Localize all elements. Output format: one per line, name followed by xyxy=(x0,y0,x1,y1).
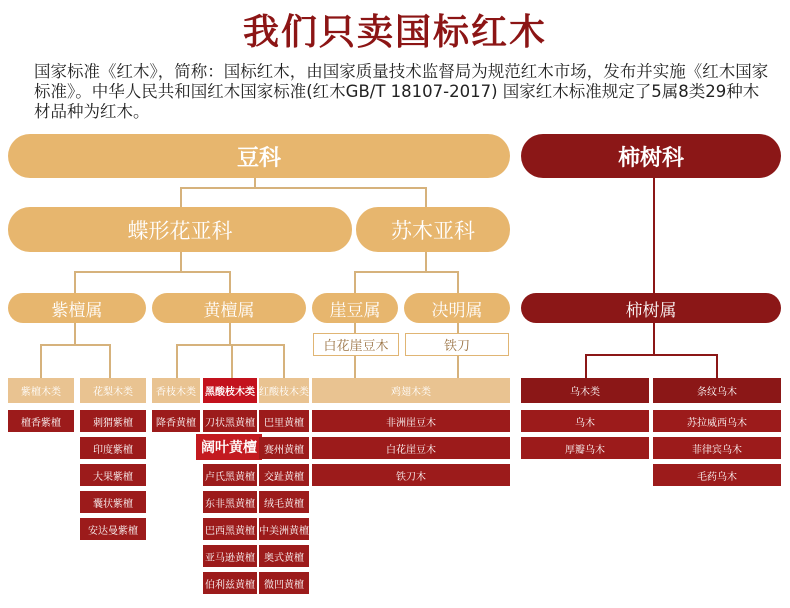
connector xyxy=(354,271,458,273)
species-item-highlight: 阔叶黄檀 xyxy=(196,434,262,460)
connector xyxy=(109,344,111,378)
species-item: 亚马逊黄檀 xyxy=(203,545,257,567)
connector xyxy=(716,354,718,378)
connector xyxy=(425,252,427,272)
connector xyxy=(457,356,459,378)
species-item: 苏拉威西乌木 xyxy=(653,410,781,432)
species-item: 囊状紫檀 xyxy=(80,491,146,513)
connector xyxy=(354,356,356,378)
species-item: 刀状黑黄檀 xyxy=(203,410,257,432)
species-item: 赛州黄檀 xyxy=(259,437,309,459)
species-item: 非洲崖豆木 xyxy=(312,410,510,432)
species-item: 白花崖豆木 xyxy=(312,437,510,459)
connector xyxy=(354,271,356,293)
species-item: 伯利兹黄檀 xyxy=(203,572,257,594)
connector xyxy=(180,252,182,272)
species-box-cassia: 铁刀 xyxy=(405,333,509,356)
connector xyxy=(180,187,182,207)
species-item: 印度紫檀 xyxy=(80,437,146,459)
species-item: 檀香紫檀 xyxy=(8,410,74,432)
species-item: 安达曼紫檀 xyxy=(80,518,146,540)
connector xyxy=(283,344,285,378)
species-item: 巴里黄檀 xyxy=(259,410,309,432)
connector xyxy=(74,323,76,345)
class-tiaowen: 条纹乌木 xyxy=(653,378,781,403)
genus-cassia: 决明属 xyxy=(404,293,510,323)
genus-dalbergia: 黄檀属 xyxy=(152,293,306,323)
species-item: 巴西黑黄檀 xyxy=(203,518,257,540)
species-item: 降香黄檀 xyxy=(152,410,200,432)
connector xyxy=(354,323,356,333)
connector xyxy=(40,344,110,346)
class-xiangzhi: 香枝木类 xyxy=(152,378,200,403)
family-ebony: 柿树科 xyxy=(521,134,781,178)
genus-diospyros: 柿树属 xyxy=(521,293,781,323)
class-hongsuanzhi: 红酸枝木类 xyxy=(259,378,309,403)
connector xyxy=(229,323,231,345)
subfamily-caesalpinioideae: 苏木亚科 xyxy=(356,207,510,252)
genus-millettia: 崖豆属 xyxy=(312,293,398,323)
connector xyxy=(180,187,426,189)
species-item: 菲律宾乌木 xyxy=(653,437,781,459)
class-heisuanzhi: 黑酸枝木类 xyxy=(203,378,257,403)
species-box-millettia: 白花崖豆木 xyxy=(313,333,399,356)
species-item: 东非黑黄檀 xyxy=(203,491,257,513)
species-item: 乌木 xyxy=(521,410,649,432)
connector xyxy=(74,271,76,293)
family-legume: 豆科 xyxy=(8,134,510,178)
species-item: 厚瓣乌木 xyxy=(521,437,649,459)
connector xyxy=(457,271,459,293)
connector xyxy=(425,187,427,207)
class-wumu: 乌木类 xyxy=(521,378,649,403)
species-item: 毛药乌木 xyxy=(653,464,781,486)
species-item: 绒毛黄檀 xyxy=(259,491,309,513)
connector xyxy=(653,178,655,293)
species-item: 中美洲黄檀 xyxy=(259,518,309,540)
species-item: 奥式黄檀 xyxy=(259,545,309,567)
connector xyxy=(231,344,233,378)
connector xyxy=(229,271,231,293)
page-title: 我们只卖国标红木 xyxy=(242,11,547,53)
connector xyxy=(176,344,178,378)
connector xyxy=(585,354,717,356)
species-item: 交趾黄檀 xyxy=(259,464,309,486)
intro-text: 国家标准《红木》，简称：国标红木，由国家质量技术监督局为规范红木市场，发布并实施《红木国家标准》。中华人民共和国红木国家标准(红木GB/T 18107-2017) 国家红木标准规定了5属8类29种木材品种为红木。 xyxy=(34,62,769,121)
class-huali: 花梨木类 xyxy=(80,378,146,403)
class-jichi: 鸡翅木类 xyxy=(312,378,510,403)
subfamily-papilionoideae: 蝶形花亚科 xyxy=(8,207,352,252)
connector xyxy=(653,323,655,355)
species-item: 卢氏黑黄檀 xyxy=(203,464,257,486)
connector xyxy=(40,344,42,378)
connector xyxy=(585,354,587,378)
class-zitan: 紫檀木类 xyxy=(8,378,74,403)
connector xyxy=(176,344,284,346)
species-item: 大果紫檀 xyxy=(80,464,146,486)
species-item: 刺猬紫檀 xyxy=(80,410,146,432)
connector xyxy=(457,323,459,333)
species-item: 铁刀木 xyxy=(312,464,510,486)
genus-pterocarpus: 紫檀属 xyxy=(8,293,146,323)
connector xyxy=(74,271,230,273)
species-item: 微凹黄檀 xyxy=(259,572,309,594)
